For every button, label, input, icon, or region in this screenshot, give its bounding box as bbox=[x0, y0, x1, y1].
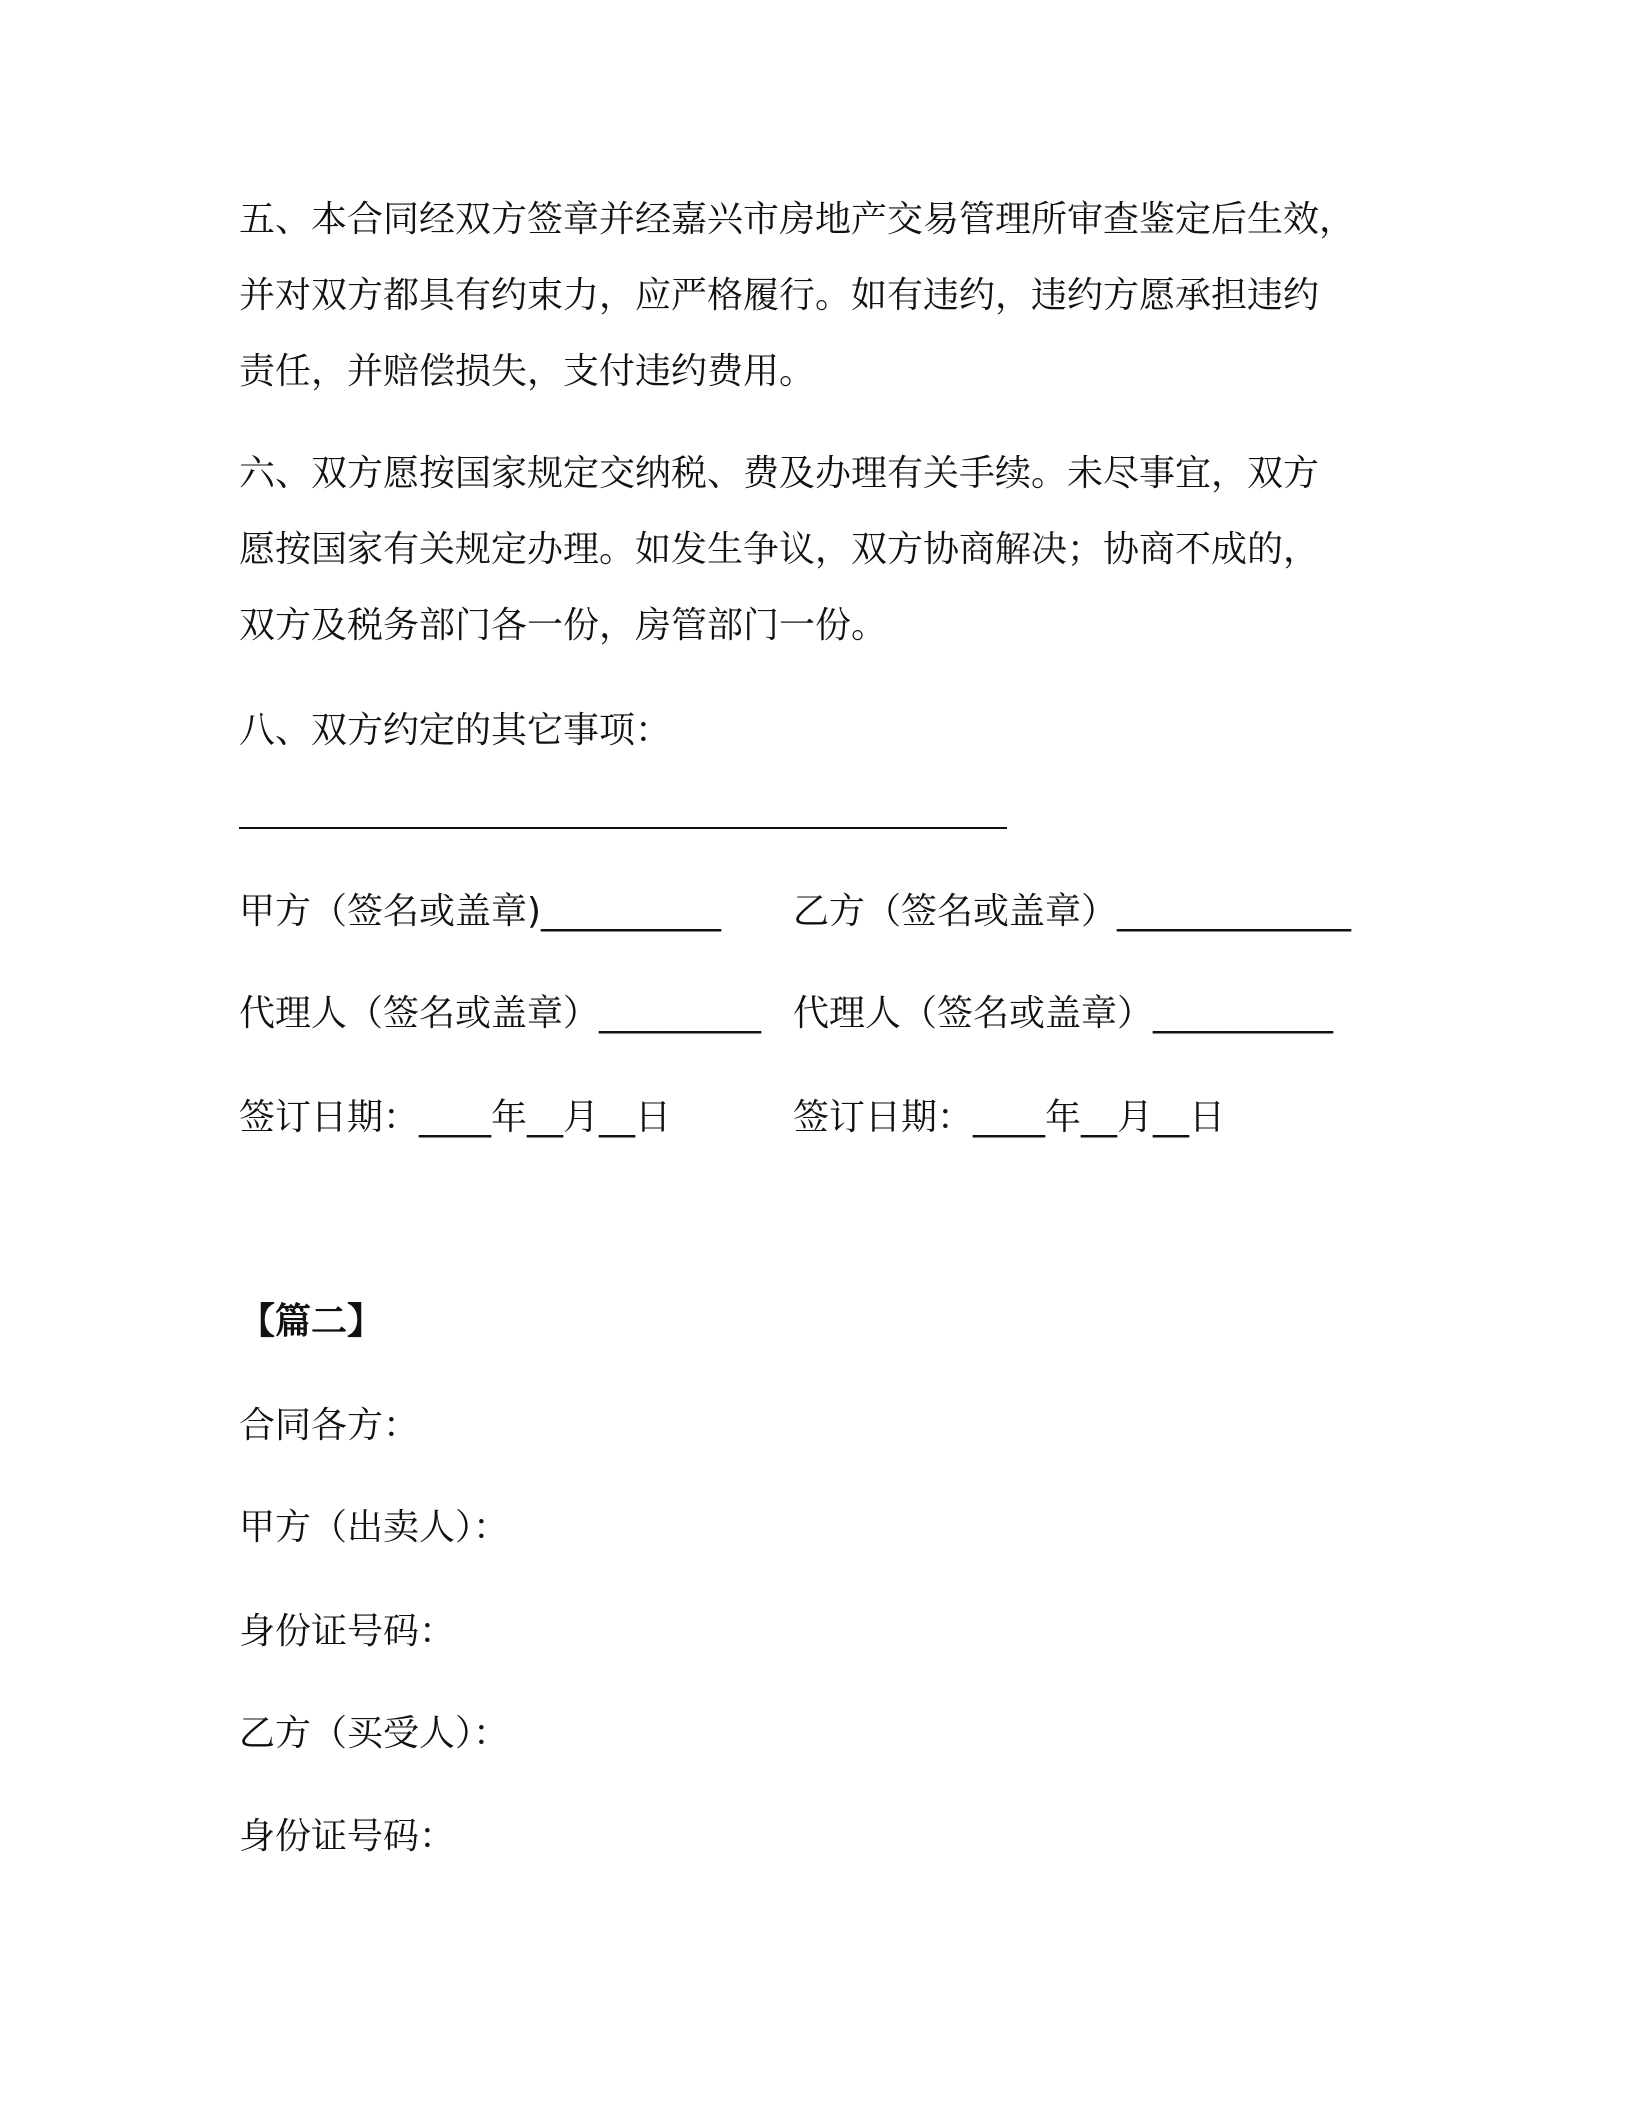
clause-6-line-1: 六、双方愿按国家规定交纳税、费及办理有关手续。未尽事宜，双方 bbox=[239, 453, 1320, 494]
agent-b-signature: 代理人（签名或盖章）__________ bbox=[793, 993, 1334, 1034]
seller-label: 甲方（出卖人）： bbox=[239, 1507, 510, 1548]
clause-6-line-3: 双方及税务部门各一份，房管部门一份。 bbox=[239, 605, 888, 646]
buyer-label: 乙方（买受人）： bbox=[239, 1713, 510, 1754]
party-b-signature: 乙方（签名或盖章）_____________ bbox=[793, 891, 1352, 932]
section-title-part-2: 【篇二】 bbox=[239, 1301, 384, 1342]
party-a-signature: 甲方（签名或盖章)__________ bbox=[239, 891, 722, 932]
clause-6-line-2: 愿按国家有关规定办理。如发生争议，双方协商解决；协商不成的， bbox=[239, 529, 1320, 570]
buyer-id-label: 身份证号码： bbox=[239, 1816, 456, 1857]
sign-date-a: 签订日期：____年__月__日 bbox=[239, 1097, 672, 1138]
clause-5-line-3: 责任，并赔偿损失，支付违约费用。 bbox=[239, 351, 816, 392]
clause-5-line-2: 并对双方都具有约束力，应严格履行。如有违约，违约方愿承担违约 bbox=[239, 275, 1320, 316]
sign-date-b: 签订日期：____年__月__日 bbox=[793, 1097, 1226, 1138]
clause-8-heading: 八、双方约定的其它事项： bbox=[239, 710, 672, 751]
agent-a-signature: 代理人（签名或盖章）_________ bbox=[239, 993, 762, 1034]
contract-parties-label: 合同各方： bbox=[239, 1405, 420, 1446]
blank-fill-line bbox=[239, 827, 1007, 829]
seller-id-label: 身份证号码： bbox=[239, 1611, 456, 1652]
clause-5-line-1: 五、本合同经双方签章并经嘉兴市房地产交易管理所审查鉴定后生效， bbox=[239, 199, 1356, 240]
